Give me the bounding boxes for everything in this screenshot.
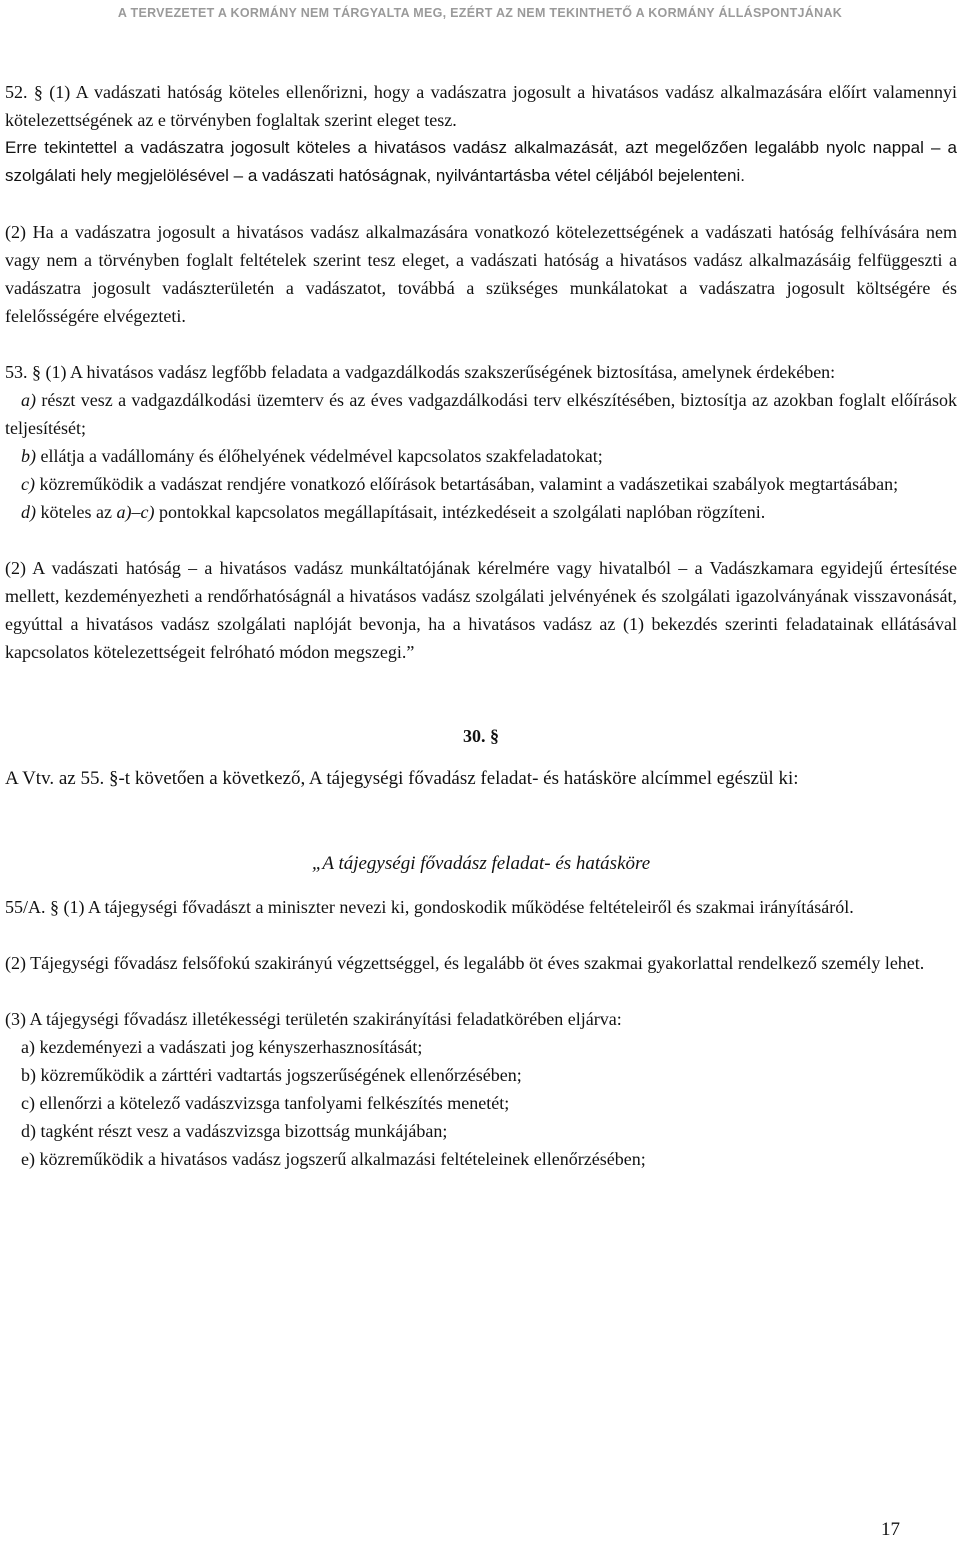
list-item: d) tagként részt vesz a vadászvizsga bizottság munkájában; bbox=[21, 1121, 448, 1141]
point-c-label: c) bbox=[21, 474, 35, 494]
section-55a-paragraph-3: (3) A tájegységi fővadász illetékességi területén szakirányítási feladatkörében eljárva: bbox=[5, 1009, 622, 1029]
point-b-text: ellátja a vadállomány és élőhelyének védelmével kapcsolatos szakfeladatokat; bbox=[36, 446, 603, 466]
section-53-point-a bbox=[5, 386, 957, 442]
section-55a-paragraph-1: 55/A. § (1) A tájegységi fővadászt a miniszter nevezi ki, gondoskodik működése feltételeiről és szakmai irányításáról. bbox=[5, 897, 854, 917]
document-body bbox=[5, 78, 957, 1173]
section-52-paragraph-2: (2) Ha a vadászatra jogosult a hivatásos vadász alkalmazására vonatkozó kötelezettségének a vadászati hatóság felhívására nem vagy nem a törvényben foglalt feltételek szerint tesz eleget, a vadászati hatóság a hivatásos vadász alkalmazásáig felfüggeszti a vadászatra jogosult vadászterületén a vadászatot, továbbá a szükséges munkálatokat a vadászatra jogosult költségére és felelősségére elvégezteti. bbox=[5, 222, 957, 326]
section-53-point-b bbox=[5, 442, 957, 470]
section-53-point-c bbox=[5, 470, 957, 498]
point-b-label: b) bbox=[21, 446, 36, 466]
draft-disclaimer-header: A TERVEZETET A KORMÁNY NEM TÁRGYALTA MEG, EZÉRT AZ NEM TEKINTHETŐ A KORMÁNY ÁLLÁSPONTJÁNAK bbox=[117, 6, 843, 20]
point-d-text-1: köteles az bbox=[36, 502, 117, 522]
point-a-label: a) bbox=[21, 390, 36, 410]
point-d-reference: a)–c) bbox=[116, 502, 155, 522]
page-number: 17 bbox=[881, 1519, 900, 1540]
section-55a-paragraph-2: (2) Tájegységi fővadász felsőfokú szakirányú végzettséggel, és legalább öt éves szakmai gyakorlattal rendelkező személy lehet. bbox=[5, 953, 925, 973]
section-30-heading: 30. § bbox=[463, 726, 499, 746]
section-30-intro: A Vtv. az 55. §-t követően a következő, A tájegységi fővadász feladat- és hatásköre alcímmel egészül ki: bbox=[5, 768, 799, 789]
section-53-paragraph-1: 53. § (1) A hivatásos vadász legfőbb feladata a vadgazdálkodás szakszerűségének biztosítása, amelynek érdekében: bbox=[5, 362, 836, 382]
list-item: b) közreműködik a zárttéri vadtartás jogszerűségének ellenőrzésében; bbox=[21, 1065, 522, 1085]
section-53-paragraph-2: (2) A vadászati hatóság – a hivatásos vadász munkáltatójának kérelmére vagy hivatalból – a Vadászkamara egyidejű értesítése mellett, kezdeményezheti a rendőrhatóságnál a hivatásos vadász szolgálati jelvényének és szolgálati igazolványának visszavonását, egyúttal a hivatásos vadász szolgálati naplóját bevonja, ha a hivatásos vadász az (1) bekezdés szerinti feladatainak ellátásával kapcsolatos kötelezettségeit felróható módon megszegi.” bbox=[5, 558, 957, 662]
point-d-text-2: pontokkal kapcsolatos megállapításait, intézkedéseit a szolgálati naplóban rögzíteni. bbox=[154, 502, 766, 522]
point-c-text: közreműködik a vadászat rendjére vonatkozó előírások betartásában, valamint a vadászetikai szabályok megtartásában; bbox=[34, 474, 899, 494]
section-53-point-d bbox=[5, 498, 957, 526]
section-52-paragraph-1a: 52. § (1) A vadászati hatóság köteles ellenőrizni, hogy a vadászatra jogosult a hivatásos vadász alkalmazására előírt valamennyi kötelezettségének az e törvényben foglaltak szerint eleget tesz. bbox=[5, 82, 957, 130]
point-d-label: d) bbox=[21, 502, 36, 522]
list-item: e) közreműködik a hivatásos vadász jogszerű alkalmazási feltételeinek ellenőrzésében; bbox=[21, 1149, 646, 1169]
subtitle-heading: „A tájegységi fővadász feladat- és hatásköre bbox=[311, 853, 651, 874]
list-item: c) ellenőrzi a kötelező vadászvizsga tanfolyami felkészítés menetét; bbox=[21, 1093, 510, 1113]
point-a-text: részt vesz a vadgazdálkodási üzemterv és az éves vadgazdálkodási terv elkészítésében, biztosítja az azokban foglalt előírások teljesítését; bbox=[5, 390, 957, 438]
section-52-paragraph-1b: Erre tekintettel a vadászatra jogosult köteles a hivatásos vadász alkalmazását, azt megelőzően legalább nyolc nappal – a szolgálati hely megjelölésével – a vadászati hatóságnak, nyilvántartásba vétel céljából bejelenteni. bbox=[5, 138, 957, 185]
list-item: a) kezdeményezi a vadászati jog kényszerhasznosítását; bbox=[21, 1037, 423, 1057]
